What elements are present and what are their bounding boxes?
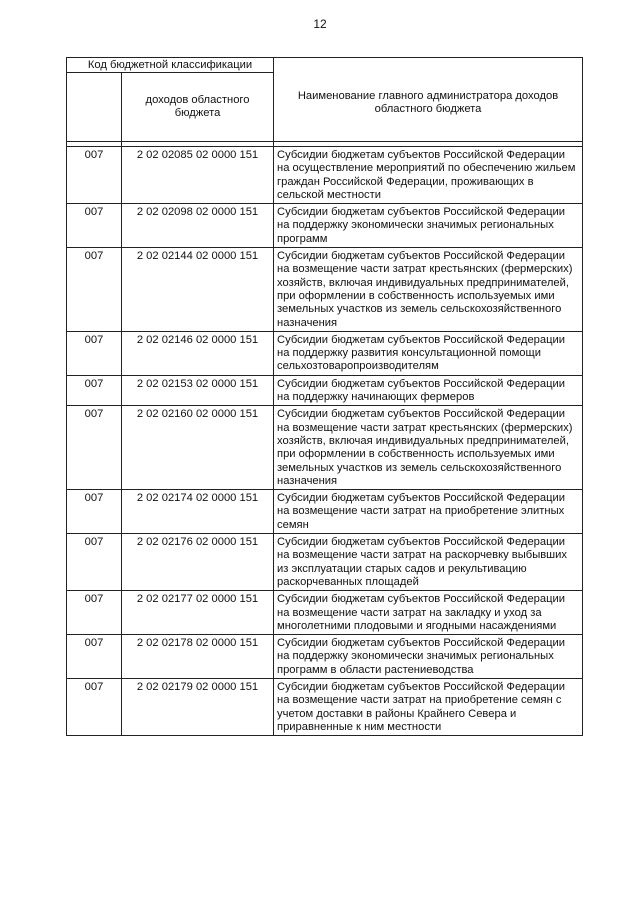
- header-budget-classification-code: Код бюджетной классификации: [67, 58, 274, 73]
- budget-classification-table: [66, 57, 583, 736]
- table-row: [67, 591, 583, 635]
- revenue-name-cell: Субсидии бюджетам субъектов Российской Федерации на поддержку экономически значимых региональных программ: [274, 204, 583, 248]
- table-row: [67, 635, 583, 679]
- revenue-code-cell: 2 02 02153 02 0000 151: [122, 375, 274, 406]
- table-row: [67, 248, 583, 332]
- administrator-code-cell: 007: [67, 591, 122, 635]
- revenue-code-cell: 2 02 02179 02 0000 151: [122, 678, 274, 735]
- administrator-code-cell: 007: [67, 331, 122, 375]
- revenue-code-cell: 2 02 02146 02 0000 151: [122, 331, 274, 375]
- administrator-code-cell: 007: [67, 204, 122, 248]
- table-row: [67, 204, 583, 248]
- administrator-code-cell: 007: [67, 635, 122, 679]
- table-row: [67, 375, 583, 406]
- administrator-code-cell: 007: [67, 534, 122, 591]
- header-administrator-name: Наименование главного администратора доходов областного бюджета: [274, 58, 583, 142]
- table-row: [67, 678, 583, 735]
- revenue-code-cell: 2 02 02174 02 0000 151: [122, 490, 274, 534]
- revenue-name-cell: Субсидии бюджетам субъектов Российской Федерации на возмещение части затрат на закладку и уход за многолетними плодовыми и ягодными насаждениями: [274, 591, 583, 635]
- table-body: [67, 142, 583, 736]
- revenue-code-cell: 2 02 02144 02 0000 151: [122, 248, 274, 332]
- revenue-name-cell: Субсидии бюджетам субъектов Российской Федерации на возмещение части затрат на раскорчевку выбывших из эксплуатации старых садов и рекультивацию раскорчеванных площадей: [274, 534, 583, 591]
- table-row: [67, 331, 583, 375]
- revenue-code-cell: 2 02 02177 02 0000 151: [122, 591, 274, 635]
- revenue-name-cell: Субсидии бюджетам субъектов Российской Федерации на поддержку начинающих фермеров: [274, 375, 583, 406]
- administrator-code-cell: 007: [67, 147, 122, 204]
- administrator-code-cell: 007: [67, 375, 122, 406]
- header-regional-budget-revenues: доходов областного бюджета: [122, 73, 274, 142]
- table-row: [67, 490, 583, 534]
- revenue-name-cell: Субсидии бюджетам субъектов Российской Федерации на осуществление мероприятий по обеспечению жильем граждан Российской Федерации, проживающих в сельской местности: [274, 147, 583, 204]
- table-row: [67, 406, 583, 490]
- revenue-code-cell: 2 02 02160 02 0000 151: [122, 406, 274, 490]
- table-row: [67, 147, 583, 204]
- revenue-name-cell: Субсидии бюджетам субъектов Российской Федерации на поддержку развития консультационной помощи сельхозтоваропроизводителям: [274, 331, 583, 375]
- revenue-code-cell: 2 02 02098 02 0000 151: [122, 204, 274, 248]
- administrator-code-cell: 007: [67, 678, 122, 735]
- revenue-name-cell: Субсидии бюджетам субъектов Российской Федерации на поддержку экономически значимых региональных программ в области растениеводства: [274, 635, 583, 679]
- table-row: [67, 534, 583, 591]
- administrator-code-cell: 007: [67, 406, 122, 490]
- revenue-name-cell: Субсидии бюджетам субъектов Российской Федерации на возмещение части затрат на приобретение семян с учетом доставки в районы Крайнего Севера и приравненные к ним местности: [274, 678, 583, 735]
- revenue-name-cell: Субсидии бюджетам субъектов Российской Федерации на возмещение части затрат на приобретение элитных семян: [274, 490, 583, 534]
- revenue-code-cell: 2 02 02176 02 0000 151: [122, 534, 274, 591]
- revenue-name-cell: Субсидии бюджетам субъектов Российской Федерации на возмещение части затрат крестьянских (фермерских) хозяйств, включая индивидуальных предпринимателей, при оформлении в собственность используемых ими земельных участков из земель сельскохозяйственного назначения: [274, 248, 583, 332]
- revenue-name-cell: Субсидии бюджетам субъектов Российской Федерации на возмещение части затрат крестьянских (фермерских) хозяйств, включая индивидуальных предпринимателей, при оформлении в собственность используемых ими земельных участков из земель сельскохозяйственного назначения: [274, 406, 583, 490]
- revenue-code-cell: 2 02 02085 02 0000 151: [122, 147, 274, 204]
- revenue-code-cell: 2 02 02178 02 0000 151: [122, 635, 274, 679]
- administrator-code-cell: 007: [67, 490, 122, 534]
- table-header: [67, 58, 583, 142]
- page-number: 12: [313, 17, 327, 31]
- header-administrator-code: [67, 73, 122, 142]
- administrator-code-cell: 007: [67, 248, 122, 332]
